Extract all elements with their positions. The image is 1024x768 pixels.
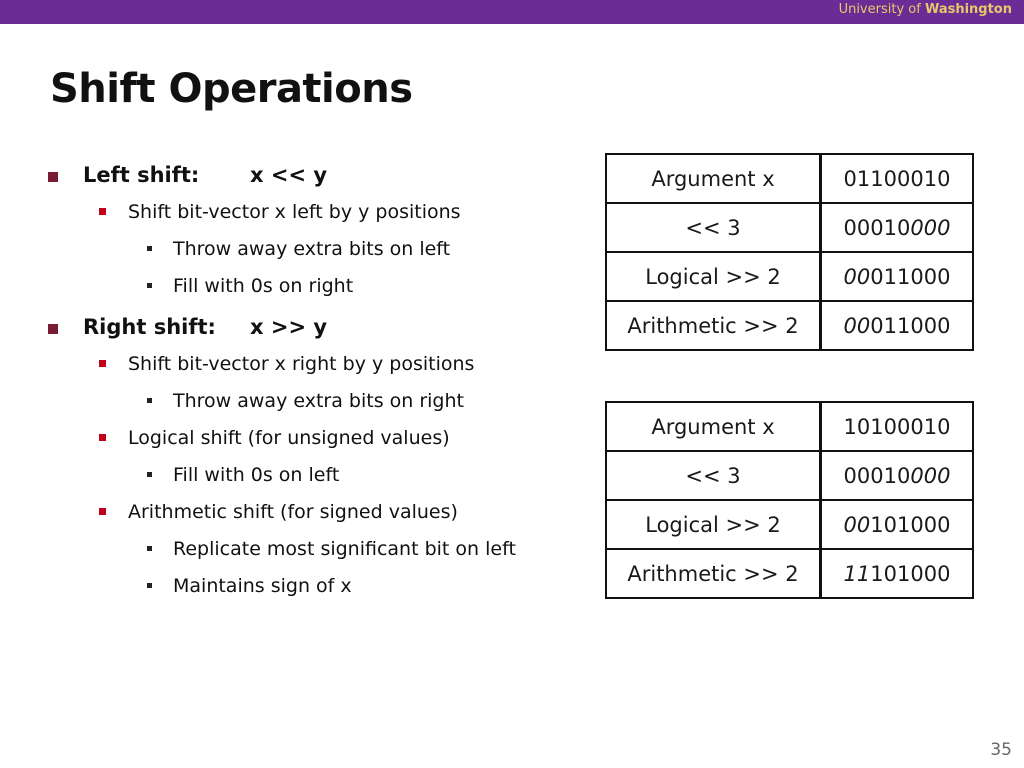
list-item: Replicate most significant bit on left (173, 538, 516, 560)
table-row (606, 203, 973, 252)
table-row (606, 252, 973, 301)
list-item: Shift bit-vector x left by y positions (128, 201, 461, 223)
row-value: 00011000 (821, 301, 974, 350)
row-value: 00011000 (821, 252, 974, 301)
left-shift-label: Left shift: (83, 163, 200, 187)
bullet-square-icon (99, 508, 106, 515)
list-item: Arithmetic shift (for signed values) (128, 501, 458, 523)
list-item: Fill with 0s on right (173, 275, 354, 297)
list-item: Fill with 0s on left (173, 464, 340, 486)
row-value: 00010000 (821, 203, 974, 252)
row-label: Arithmetic >> 2 (606, 549, 821, 598)
bullet-square-icon (147, 283, 152, 288)
row-label: Arithmetic >> 2 (606, 301, 821, 350)
list-item: Shift bit-vector x right by y positions (128, 353, 475, 375)
list-item: Maintains sign of x (173, 575, 352, 597)
row-label: Logical >> 2 (606, 500, 821, 549)
row-label: Argument x (606, 402, 821, 451)
slide-title: Shift Operations (50, 66, 413, 112)
left-shift-expr: x << y (250, 163, 328, 187)
bullet-square-icon (48, 172, 58, 182)
bullet-square-icon (99, 208, 106, 215)
table-row (606, 451, 973, 500)
bullet-square-icon (99, 434, 106, 441)
table-row (606, 549, 973, 598)
header-bar (0, 0, 1024, 24)
right-shift-label: Right shift: (83, 315, 216, 339)
table-row (606, 500, 973, 549)
bullet-square-icon (147, 583, 152, 588)
page-number: 35 (990, 740, 1012, 760)
row-value: 00101000 (821, 500, 974, 549)
table-row (606, 301, 973, 350)
bullet-square-icon (99, 360, 106, 367)
list-item: Logical shift (for unsigned values) (128, 427, 450, 449)
list-item: Throw away extra bits on right (173, 390, 464, 412)
row-value: 10100010 (821, 402, 974, 451)
university-logo-text: University of Washington (838, 2, 1012, 17)
row-value: 00010000 (821, 451, 974, 500)
bullet-square-icon (147, 472, 152, 477)
row-label: Logical >> 2 (606, 252, 821, 301)
table-row (606, 402, 973, 451)
row-label: Argument x (606, 154, 821, 203)
table-row (606, 154, 973, 203)
row-label: << 3 (606, 203, 821, 252)
right-shift-expr: x >> y (250, 315, 328, 339)
row-label: << 3 (606, 451, 821, 500)
row-value: 11101000 (821, 549, 974, 598)
row-value: 01100010 (821, 154, 974, 203)
bullet-square-icon (147, 546, 152, 551)
list-item: Throw away extra bits on left (173, 238, 451, 260)
bullet-square-icon (147, 246, 152, 251)
bullet-square-icon (48, 324, 58, 334)
bullet-square-icon (147, 398, 152, 403)
shift-table-negative (605, 401, 974, 599)
shift-table-positive (605, 153, 974, 351)
